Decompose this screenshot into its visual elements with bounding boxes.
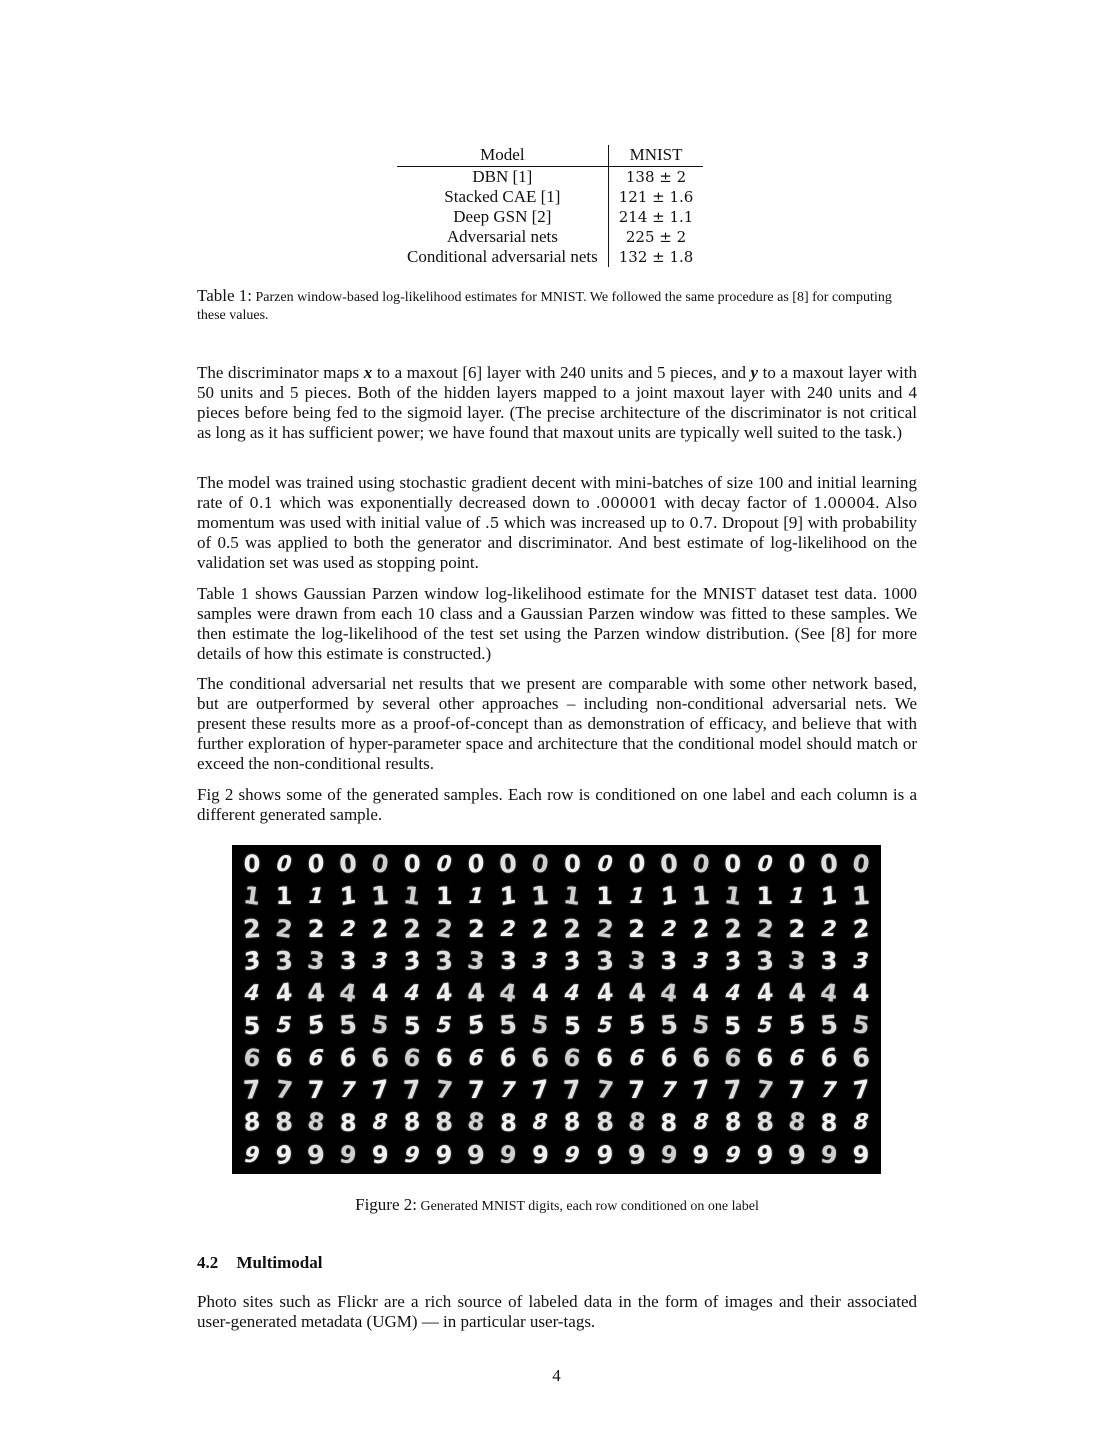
- generated-digit-sample: 0: [850, 849, 872, 880]
- table-row: [397, 207, 703, 227]
- generated-digit-sample: 6: [722, 1042, 743, 1073]
- generated-digit-sample: 2: [273, 913, 295, 944]
- generated-digit-sample: 3: [274, 945, 294, 977]
- generated-digit-sample: 0: [593, 851, 616, 877]
- section-number: 4.2: [197, 1253, 219, 1272]
- generated-digit-sample: 1: [690, 881, 711, 912]
- generated-digit-sample: 9: [435, 1139, 454, 1171]
- generated-digit-sample: 5: [754, 1013, 776, 1039]
- generated-digit-sample: 2: [434, 913, 455, 944]
- generated-digit-sample: 1: [786, 883, 808, 910]
- generated-digit-sample: 9: [787, 1139, 807, 1171]
- page-number: 4: [552, 1366, 561, 1385]
- generated-digit-sample: 4: [692, 979, 710, 1008]
- table-cell-value: 132 ± 1.8: [608, 247, 703, 267]
- table-header-mnist: MNIST: [608, 145, 703, 167]
- generated-digit-sample: 0: [788, 848, 806, 880]
- generated-digit-sample: 4: [658, 978, 679, 1009]
- generated-digit-sample: 2: [371, 913, 389, 945]
- generated-digit-sample: 0: [369, 849, 391, 880]
- generated-digit-sample: 4: [595, 977, 614, 1009]
- generated-digit-sample: 5: [658, 1010, 679, 1041]
- generated-digit-sample: 6: [851, 1042, 871, 1074]
- generated-digit-sample: 1: [596, 882, 613, 911]
- generated-digit-sample: 1: [435, 882, 453, 911]
- generated-digit-sample: 4: [435, 977, 454, 1009]
- math-variable-x: x: [363, 363, 373, 382]
- generated-digit-sample: 7: [371, 1074, 389, 1106]
- generated-digit-sample: 2: [402, 913, 423, 945]
- generated-digit-sample: 8: [594, 1107, 615, 1138]
- generated-digit-sample: 7: [273, 1075, 295, 1106]
- table-cell-model: Adversarial nets: [446, 227, 558, 246]
- generated-digit-sample: 4: [818, 978, 840, 1009]
- generated-digit-sample: 0: [627, 848, 646, 880]
- generated-digit-sample: 8: [403, 1106, 421, 1139]
- generated-digit-sample: 1: [370, 881, 390, 912]
- generated-digit-sample: 1: [562, 881, 583, 912]
- generated-digit-sample: 1: [402, 881, 423, 912]
- generated-digit-sample: 7: [497, 1077, 520, 1103]
- generated-digit-sample: 7: [307, 1076, 325, 1105]
- generated-digit-sample: 3: [403, 945, 421, 977]
- generated-digit-sample: 1: [756, 882, 774, 911]
- generated-digit-sample: 3: [820, 947, 838, 976]
- generated-digit-sample: 2: [691, 913, 710, 945]
- generated-digit-sample: 5: [498, 1010, 519, 1041]
- generated-digit-sample: 5: [530, 1010, 551, 1041]
- generated-digit-sample: 6: [339, 1042, 357, 1074]
- generated-digit-sample: 8: [529, 1109, 552, 1136]
- generated-digit-sample: 6: [596, 1043, 613, 1072]
- table-header-row: [397, 145, 703, 167]
- generated-digit-sample: 5: [627, 1010, 646, 1042]
- generated-digit-sample: 8: [850, 1109, 872, 1136]
- generated-digit-sample: 0: [754, 851, 776, 877]
- text-span: . Dropout [9] with probability of 0.5 was applied to both the generator and discriminator. And best estimate of log-likelihood on the validation set was used as stopping point.: [197, 513, 918, 572]
- table-cell-model: Deep GSN [2]: [453, 207, 552, 226]
- table-cell-value: 121 ± 1.6: [608, 187, 703, 207]
- generated-digit-sample: 0: [564, 850, 581, 879]
- generated-digit-sample: 9: [306, 1139, 326, 1171]
- generated-digit-sample: 6: [305, 1045, 327, 1071]
- generated-digit-sample: 7: [402, 1074, 423, 1106]
- math-momentum-initial: .5: [485, 514, 500, 532]
- generated-digit-sample: 1: [625, 883, 648, 910]
- generated-digit-sample: 2: [497, 916, 520, 942]
- generated-digit-sample: 0: [433, 851, 455, 877]
- paragraph-fig-intro: Fig 2 shows some of the generated samples. Each row is conditioned on one label and each column is a different generated sample.: [197, 785, 917, 824]
- generated-digit-sample: 9: [818, 1139, 840, 1170]
- table-cell-model: Conditional adversarial nets: [407, 247, 598, 266]
- table-caption-text: Parzen window-based log-likelihood estimates for MNIST. We followed the same procedure as [8] for computing these values.: [197, 290, 892, 323]
- generated-digit-sample: 3: [339, 947, 357, 976]
- generated-digit-sample: 4: [756, 977, 774, 1009]
- generated-digit-sample: 7: [531, 1074, 550, 1106]
- generated-digit-sample: 7: [337, 1077, 359, 1103]
- paragraph-parzen: Table 1 shows Gaussian Parzen window log-likelihood estimate for the MNIST dataset test data. 1000 samples were drawn from each 10 class and a Gaussian Parzen window was fitted to these samples. We then estimate the log-likelihood of the test set using the Parzen window distribution. (See [8] for more details of how this estimate is constructed.): [197, 584, 917, 663]
- table-row: [397, 187, 703, 207]
- generated-digit-sample: 5: [467, 1010, 486, 1042]
- generated-digit-sample: 8: [305, 1107, 327, 1138]
- generated-digit-sample: 5: [788, 1010, 806, 1042]
- generated-digit-sample: 7: [242, 1074, 262, 1106]
- generated-digit-sample: 5: [593, 1013, 616, 1039]
- generated-digit-sample: 6: [465, 1045, 488, 1071]
- generated-digit-sample: 6: [756, 1043, 774, 1072]
- generated-digit-sample: 2: [818, 916, 840, 942]
- generated-digit-sample: 8: [369, 1109, 391, 1136]
- generated-digit-sample: 0: [658, 848, 679, 880]
- generated-digit-sample: 9: [241, 1142, 263, 1168]
- generated-digit-sample: 7: [628, 1076, 645, 1105]
- generated-digit-sample: 8: [724, 1106, 742, 1139]
- generated-digit-sample: 2: [242, 913, 262, 945]
- text-span: to a maxout [6] layer with 240 units and 5 pieces, and: [372, 363, 751, 382]
- generated-digit-sample: 2: [788, 914, 806, 943]
- generated-digit-sample: 4: [306, 978, 326, 1009]
- generated-digit-sample: 6: [690, 1042, 711, 1074]
- generated-digit-sample: 1: [851, 881, 871, 912]
- generated-digit-sample: 4: [722, 980, 744, 1006]
- generated-digit-sample: 3: [850, 948, 872, 974]
- paragraph-training: [197, 473, 917, 573]
- generated-digit-sample: 4: [626, 978, 647, 1009]
- generated-digit-sample: 7: [434, 1075, 455, 1106]
- generated-digit-sample: 3: [529, 948, 552, 974]
- generated-digit-sample: 4: [532, 979, 549, 1008]
- generated-digit-sample: 2: [658, 916, 680, 942]
- text-span: . Also momentum was used with initial value of: [197, 493, 917, 532]
- generated-digit-sample: 6: [625, 1045, 648, 1071]
- generated-digit-sample: 2: [628, 914, 645, 943]
- generated-digit-sample: 6: [435, 1043, 453, 1072]
- generated-digit-sample: 1: [722, 881, 743, 912]
- generated-digit-sample: 3: [563, 945, 582, 977]
- generated-digit-sample: 3: [626, 946, 647, 977]
- generated-digit-sample: 1: [305, 883, 327, 910]
- generated-digit-sample: 6: [370, 1042, 390, 1074]
- generated-digit-sample: 4: [787, 978, 807, 1009]
- generated-digit-sample: 0: [307, 848, 325, 880]
- generated-digit-sample: 9: [466, 1139, 487, 1171]
- generated-digit-sample: 1: [339, 880, 357, 913]
- generated-digit-sample: 5: [690, 1010, 711, 1041]
- text-span: The discriminator maps: [197, 363, 364, 382]
- math-momentum-final: 0.7: [689, 514, 714, 532]
- generated-digit-sample: 9: [626, 1139, 647, 1171]
- generated-digit-sample: 6: [402, 1042, 423, 1073]
- generated-digit-sample: 4: [561, 980, 584, 1006]
- generated-digit-sample: 5: [433, 1013, 455, 1039]
- generated-digit-sample: 2: [754, 913, 776, 944]
- generated-digit-sample: 4: [241, 980, 263, 1006]
- generated-digit-sample: 0: [467, 848, 486, 880]
- generated-digits-figure: [232, 845, 881, 1174]
- generated-digit-sample: 4: [466, 978, 487, 1009]
- generated-digit-sample: 4: [401, 980, 423, 1006]
- generated-digit-sample: 7: [594, 1075, 615, 1106]
- generated-digit-sample: 3: [690, 948, 712, 974]
- generated-digit-sample: 3: [660, 947, 678, 976]
- generated-digit-sample: 2: [562, 913, 583, 945]
- generated-digit-sample: 0: [273, 851, 295, 877]
- results-table: [397, 145, 703, 267]
- generated-digit-sample: 5: [403, 1011, 421, 1040]
- generated-digit-sample: 2: [722, 913, 743, 945]
- generated-digit-sample: 9: [658, 1139, 679, 1170]
- section-title: Multimodal: [236, 1253, 323, 1272]
- table-row: [397, 227, 703, 247]
- generated-digit-sample: 3: [466, 946, 487, 977]
- generated-digit-sample: 2: [468, 914, 485, 943]
- figure-caption-label: Figure 2:: [355, 1195, 417, 1214]
- math-variable-y: y: [750, 363, 759, 382]
- generated-digit-sample: 6: [241, 1042, 263, 1073]
- generated-digit-sample: 7: [852, 1074, 870, 1106]
- text-span: which was increased up to: [499, 513, 690, 532]
- generated-digit-sample: 7: [818, 1077, 840, 1103]
- generated-digit-sample: 8: [339, 1108, 357, 1137]
- text-span: with decay factor of: [657, 493, 814, 512]
- figure-caption-text: Generated MNIST digits, each row conditioned on one label: [420, 1199, 759, 1214]
- generated-digit-sample: 7: [788, 1076, 806, 1105]
- generated-digit-sample: 7: [691, 1074, 710, 1106]
- generated-digit-sample: 0: [530, 849, 551, 880]
- generated-digit-sample: 1: [659, 880, 678, 913]
- table-cell-value: 225 ± 2: [608, 227, 703, 247]
- generated-digit-sample: 0: [690, 849, 711, 880]
- generated-digit-sample: 5: [564, 1011, 581, 1040]
- generated-digit-sample: 8: [786, 1107, 808, 1138]
- generated-digit-sample: 1: [465, 883, 488, 910]
- generated-digit-sample: 2: [307, 914, 325, 943]
- paragraph-discriminator: [197, 363, 917, 443]
- generated-digit-sample: 0: [403, 850, 421, 879]
- figure-caption: [197, 1196, 917, 1216]
- generated-digit-sample: 7: [468, 1076, 485, 1105]
- generated-digit-sample: 1: [820, 880, 838, 913]
- generated-digit-sample: 9: [401, 1142, 423, 1168]
- generated-digit-sample: 9: [498, 1139, 519, 1170]
- generated-digit-sample: 1: [275, 882, 293, 911]
- generated-digit-sample: 0: [724, 850, 742, 879]
- math-min-rate: .000001: [595, 494, 658, 512]
- generated-digit-sample: 6: [659, 1042, 678, 1074]
- generated-digit-sample: 0: [819, 848, 839, 880]
- generated-digit-sample: 2: [852, 913, 870, 945]
- generated-digit-sample: 9: [852, 1140, 870, 1169]
- generated-digit-sample: 7: [722, 1074, 743, 1106]
- table-caption-label: Table 1:: [197, 286, 252, 305]
- generated-digit-sample: 8: [755, 1107, 775, 1138]
- generated-digit-sample: 5: [724, 1011, 742, 1040]
- generated-digit-sample: 8: [820, 1108, 838, 1137]
- generated-digit-sample: 5: [243, 1011, 261, 1040]
- generated-digit-sample: 8: [243, 1106, 261, 1139]
- generated-digit-sample: 1: [530, 881, 551, 912]
- generated-digit-sample: 3: [594, 945, 615, 977]
- generated-digit-sample: 9: [561, 1142, 584, 1168]
- generated-digit-sample: 5: [273, 1013, 295, 1039]
- generated-digit-sample: 4: [498, 978, 519, 1009]
- table-row: [397, 167, 703, 188]
- generated-digit-sample: 6: [820, 1042, 838, 1074]
- section-heading: [197, 1253, 322, 1273]
- table-row: [397, 247, 703, 267]
- table-cell-model: Stacked CAE [1]: [444, 187, 561, 206]
- generated-digit-sample: 9: [722, 1142, 744, 1168]
- generated-digit-sample: 7: [658, 1077, 680, 1103]
- generated-digit-sample: 0: [338, 848, 358, 880]
- generated-digit-sample: 3: [724, 945, 742, 977]
- text-span: The model was trained using stochastic gradient decent with mini-batches of size 100 and initial learning rate of: [197, 473, 917, 512]
- generated-digit-sample: 7: [754, 1075, 776, 1106]
- math-decay-factor: 1.00004: [813, 494, 876, 512]
- generated-digit-sample: 6: [499, 1042, 518, 1074]
- generated-digit-sample: 0: [498, 848, 519, 880]
- generated-digit-sample: 9: [756, 1139, 774, 1171]
- generated-digit-sample: 3: [305, 946, 327, 977]
- math-learning-rate: 0.1: [249, 494, 274, 512]
- generated-digit-sample: 9: [371, 1140, 389, 1169]
- generated-digit-sample: 5: [369, 1010, 391, 1041]
- generated-digit-sample: 2: [531, 913, 550, 945]
- generated-digit-sample: 9: [692, 1140, 710, 1169]
- generated-digit-sample: 1: [499, 880, 518, 913]
- table-cell-model: DBN [1]: [472, 167, 533, 186]
- generated-digit-sample: 4: [852, 979, 870, 1008]
- generated-digit-sample: 5: [307, 1010, 325, 1042]
- generated-digit-sample: 6: [530, 1042, 551, 1074]
- table-header-model: Model: [397, 145, 608, 167]
- generated-digit-sample: 3: [786, 946, 808, 977]
- table-cell-value: 138 ± 2: [608, 167, 703, 188]
- generated-digit-sample: 8: [466, 1107, 487, 1138]
- generated-digit-sample: 6: [562, 1042, 583, 1073]
- generated-digit-sample: 0: [243, 850, 261, 879]
- generated-digit-sample: 2: [337, 916, 359, 942]
- table-cell-value: 214 ± 1.1: [608, 207, 703, 227]
- generated-digit-sample: 6: [786, 1045, 808, 1071]
- generated-digit-sample: 4: [275, 977, 293, 1009]
- generated-digit-sample: 8: [274, 1107, 294, 1138]
- generated-digit-sample: 7: [562, 1074, 583, 1106]
- generated-digit-sample: 9: [337, 1139, 359, 1170]
- generated-digit-sample: 8: [500, 1108, 517, 1137]
- generated-digit-sample: 5: [819, 1010, 839, 1041]
- generated-digit-sample: 3: [755, 945, 775, 977]
- generated-digit-sample: 8: [434, 1107, 455, 1138]
- generated-digit-sample: 3: [243, 945, 261, 977]
- paragraph-results: The conditional adversarial net results that we present are comparable with some other network based, but are outperformed by several other approaches – including non-conditional adversarial nets. We present these results more as a proof-of-concept than as demonstration of efficacy, and believe that with further exploration of hyper-parameter space and architecture that the conditional model should match or exceed the non-conditional results.: [197, 674, 917, 773]
- generated-digit-sample: 3: [434, 945, 455, 977]
- generated-digit-sample: 9: [532, 1140, 549, 1169]
- generated-digit-sample: 1: [241, 881, 263, 912]
- generated-digit-sample: 8: [626, 1107, 647, 1138]
- generated-digit-sample: 5: [338, 1010, 358, 1041]
- text-span: to a maxout layer with 50 units and 5 pieces. Both of the hidden layers mapped to a joint maxout layer with 240 units and 4 pieces before being fed to the sigmoid layer. (The precise architecture of the discriminator is not critical as long as it has sufficient power; we have found that maxout units are typically well suited to the task.): [197, 363, 917, 442]
- generated-digit-sample: 5: [850, 1010, 872, 1041]
- paragraph-multimodal: Photo sites such as Flickr are a rich source of labeled data in the form of images and their associated user-generated metadata (UGM) — in particular user-tags.: [197, 1292, 917, 1331]
- table-caption: [197, 287, 917, 325]
- generated-digit-sample: 4: [371, 979, 389, 1008]
- generated-digit-sample: 8: [690, 1109, 712, 1136]
- generated-digit-sample: 3: [369, 948, 391, 974]
- generated-digit-sample: 3: [500, 947, 517, 976]
- generated-digit-sample: 2: [594, 913, 615, 944]
- generated-digit-sample: 8: [563, 1106, 582, 1139]
- generated-digit-sample: 6: [275, 1043, 293, 1072]
- text-span: which was exponentially decreased down to: [273, 493, 596, 512]
- generated-digit-sample: 9: [595, 1139, 614, 1171]
- generated-digit-sample: 9: [275, 1139, 293, 1171]
- generated-digit-sample: 8: [660, 1108, 678, 1137]
- generated-digit-sample: 4: [337, 978, 359, 1009]
